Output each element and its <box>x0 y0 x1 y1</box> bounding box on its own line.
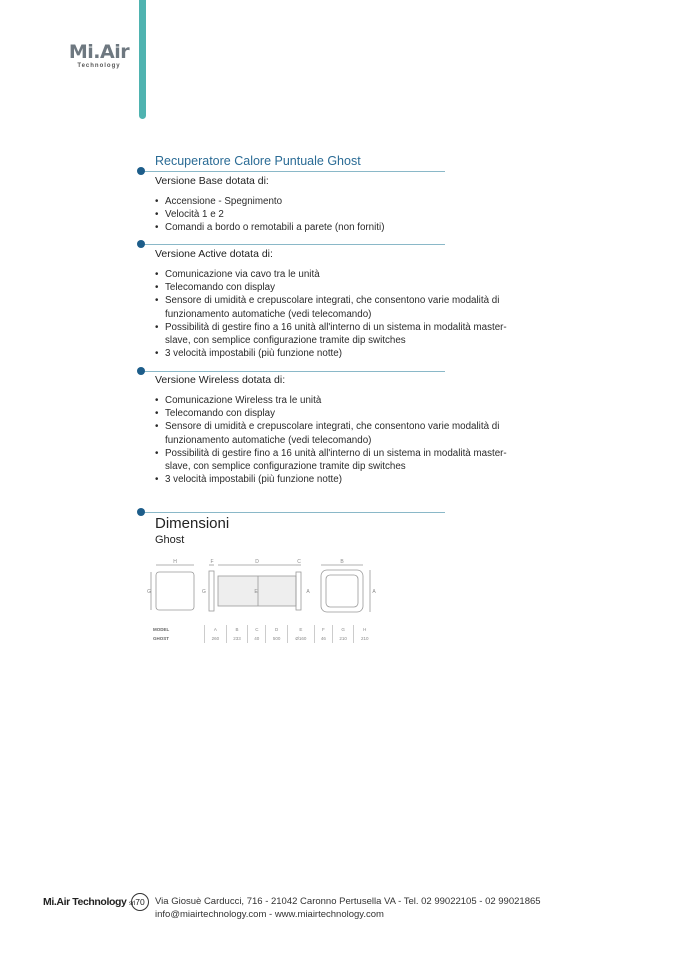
section-rule <box>140 371 445 372</box>
dim-label: A <box>372 589 376 595</box>
table-cell: 46 <box>314 634 332 643</box>
table-header-cell: G <box>332 625 354 634</box>
list-item: • Comunicazione via cavo tra le unità <box>155 268 515 281</box>
table-cell: 260 <box>205 634 227 643</box>
list-item: • Sensore di umidità e crepuscolare integrati, che consentono varie modalità di funzionamento automatiche (vedi telecomando) <box>155 294 515 320</box>
side-plate <box>209 571 214 611</box>
section-dot <box>137 367 145 375</box>
dimensions-table <box>150 625 380 643</box>
front-view <box>156 572 194 610</box>
list-item: • Telecomando con display <box>155 281 515 294</box>
dim-label: C <box>297 559 301 565</box>
table-cell: 210 <box>332 634 354 643</box>
list-item: • 3 velocità impostabili (più funzione notte) <box>155 473 515 486</box>
table-header-cell: MODEL <box>153 627 170 632</box>
company-logo <box>66 42 132 69</box>
section-dot <box>137 508 145 516</box>
dim-label: G <box>147 589 151 595</box>
logo-name: Mi.Air <box>68 41 130 63</box>
dim-label: B <box>340 559 344 565</box>
accent-bar <box>139 0 146 119</box>
technical-drawing <box>148 558 378 658</box>
end-plate <box>296 572 301 610</box>
section-rule <box>140 244 445 245</box>
list-item: • Telecomando con display <box>155 407 515 420</box>
list-item: • Comandi a bordo o remotabili a parete (non forniti) <box>155 221 515 234</box>
dimensions-title: Dimensioni <box>155 515 230 532</box>
table-cell: 40 <box>248 634 266 643</box>
table-header-cell: D <box>266 625 288 634</box>
base-heading: Versione Base dotata di: <box>155 175 269 187</box>
list-item: • Velocità 1 e 2 <box>155 208 515 221</box>
table-header-cell: B <box>226 625 248 634</box>
list-item: • 3 velocità impostabili (più funzione notte) <box>155 347 515 360</box>
table-header-cell: C <box>248 625 266 634</box>
table-header-cell: H <box>354 625 375 634</box>
section-rule <box>140 171 445 172</box>
footer-contact <box>155 896 541 921</box>
table-cell: GHOST <box>153 636 170 641</box>
dim-label: G <box>202 589 206 595</box>
page-number: 70 <box>131 893 149 911</box>
list-item: • Possibilità di gestire fino a 16 unità all'interno di un sistema in modalità master-slave, con semplice configurazione tramite dip switches <box>155 321 515 347</box>
list-item: • Accensione - Spegnimento <box>155 195 515 208</box>
dim-label: F <box>210 559 214 565</box>
footer-brand <box>43 896 135 908</box>
dim-label: A <box>306 589 310 595</box>
table-header-cell: F <box>314 625 332 634</box>
footer-address: Via Giosuè Carducci, 716 - 21042 Caronno Pertusella VA - Tel. 02 99022105 - 02 99021865 <box>155 896 541 907</box>
dim-label: D <box>255 559 259 565</box>
table-header-cell: E <box>287 625 314 634</box>
list-item: • Comunicazione Wireless tra le unità <box>155 394 515 407</box>
logo-subtitle: Technology <box>77 63 121 69</box>
dim-label: E <box>254 589 258 595</box>
section-dot <box>137 167 145 175</box>
base-feature-list <box>155 195 515 235</box>
wireless-heading: Versione Wireless dotata di: <box>155 374 286 386</box>
table-header-cell: A <box>205 625 227 634</box>
footer-brand-name: Mi.Air Technology <box>43 896 127 908</box>
table-cell: 210 <box>354 634 375 643</box>
table-cell: 233 <box>226 634 248 643</box>
product-title: Recuperatore Calore Puntuale Ghost <box>155 154 361 168</box>
list-item: • Sensore di umidità e crepuscolare integrati, che consentono varie modalità di funzionamento automatiche (vedi telecomando) <box>155 420 515 446</box>
footer-brand-suffix: srl <box>128 900 135 907</box>
footer-web: info@miairtechnology.com - www.miairtechnology.com <box>155 908 384 920</box>
active-heading: Versione Active dotata di: <box>155 248 273 260</box>
section-rule <box>140 512 445 513</box>
table-row <box>150 634 375 643</box>
wireless-feature-list <box>155 394 515 486</box>
section-dot <box>137 240 145 248</box>
table-cell: 500 <box>266 634 288 643</box>
dimensions-subtitle: Ghost <box>155 534 185 546</box>
table-header-row <box>150 625 375 634</box>
table-cell: Ø160 <box>287 634 314 643</box>
active-feature-list <box>155 268 515 360</box>
list-item: • Possibilità di gestire fino a 16 unità all'interno di un sistema in modalità master-slave, con semplice configurazione tramite dip switches <box>155 447 515 473</box>
dim-label: H <box>173 559 177 565</box>
